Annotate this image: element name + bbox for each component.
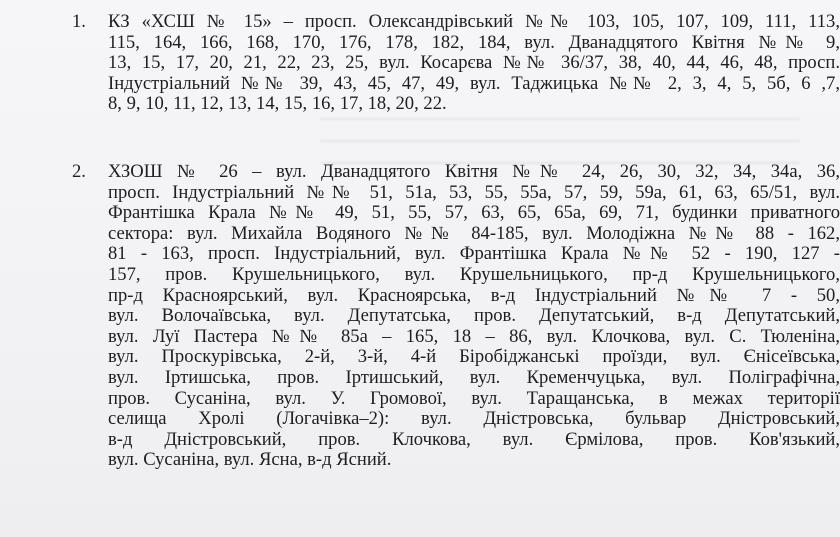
text-line: вул. Волочаївська, вул. Депутатська, пров. Депутатський, в-д Депутатський, <box>108 305 840 327</box>
text-line: пр-д Красноярський, вул. Красноярська, в-д Індустріальний №№ 7 - 50, <box>108 284 840 306</box>
text-line: вул. Проскурівська, 2-й, 3-й, 4-й Біробіджанські проїзди, вул. Єнісеївська, <box>108 346 840 368</box>
text-line: 8, 9, 10, 11, 12, 13, 14, 15, 16, 17, 18, 20, 22. <box>108 93 447 115</box>
text-line: сектора: вул. Михайла Водяного №№ 84-185, вул. Молодіжна №№ 88 - 162, <box>108 222 840 244</box>
text-line: ХЗОШ № 26 – вул. Дванадцятого Квітня №№ 24, 26, 30, 32, 34, 34а, 36, <box>108 161 840 182</box>
text-line: вул. Сусаніна, вул. Ясна, в-д Ясний. <box>108 449 392 471</box>
text-line: 157, пров. Крушельницького, вул. Крушельницького, пр-д Крушельницького, <box>108 263 840 285</box>
text-line: 115, 164, 166, 168, 170, 176, 178, 182, 184, вул. Дванадцятого Квітня №№ 9, <box>108 31 840 53</box>
list-item-text <box>108 12 840 115</box>
list-item-number: 2. <box>72 161 86 182</box>
text-line: вул. Луї Пастера №№ 85а – 165, 18 – 86, вул. Клочкова, вул. С. Тюленіна, <box>108 325 840 347</box>
text-line: 13, 15, 17, 20, 21, 22, 23, 25, вул. Косарєва №№ 36/37, 38, 40, 44, 46, 48, просп. <box>108 52 840 74</box>
text-line: вул. Іртишська, пров. Іртишський, вул. Кременчуцька, вул. Поліграфічна, <box>108 366 840 388</box>
text-line: селища Хролі (Логачівка–2): вул. Дністровська, бульвар Дністровський, <box>108 408 840 430</box>
text-line: КЗ «ХСШ № 15» – просп. Олександрівський №№ 103, 105, 107, 109, 111, 113, <box>108 11 840 32</box>
list-item-number: 1. <box>72 11 86 32</box>
text-line: Індустріальний №№ 39, 43, 45, 47, 49, вул. Таджицька №№ 2, 3, 4, 5, 5б, 6 ,7, <box>108 72 840 94</box>
list-item-text <box>108 162 840 471</box>
text-line: в-д Дністровський, пров. Клочкова, вул. Єрмілова, пров. Ков'язький, <box>108 428 840 450</box>
text-line: Франтішка Крала №№ 49, 51, 55, 57, 63, 65, 65а, 69, 71, будинки приватного <box>108 202 840 224</box>
text-line: 81 - 163, просп. Індустріальний, вул. Франтішка Крала №№ 52 - 190, 127 - <box>108 243 840 265</box>
text-line: просп. Індустріальний №№ 51, 51а, 53, 55, 55а, 57, 59, 59а, 61, 63, 65/51, вул. <box>108 181 840 203</box>
text-line: пров. Сусаніна, вул. У. Громової, вул. Таращанська, в межах території <box>108 387 840 409</box>
